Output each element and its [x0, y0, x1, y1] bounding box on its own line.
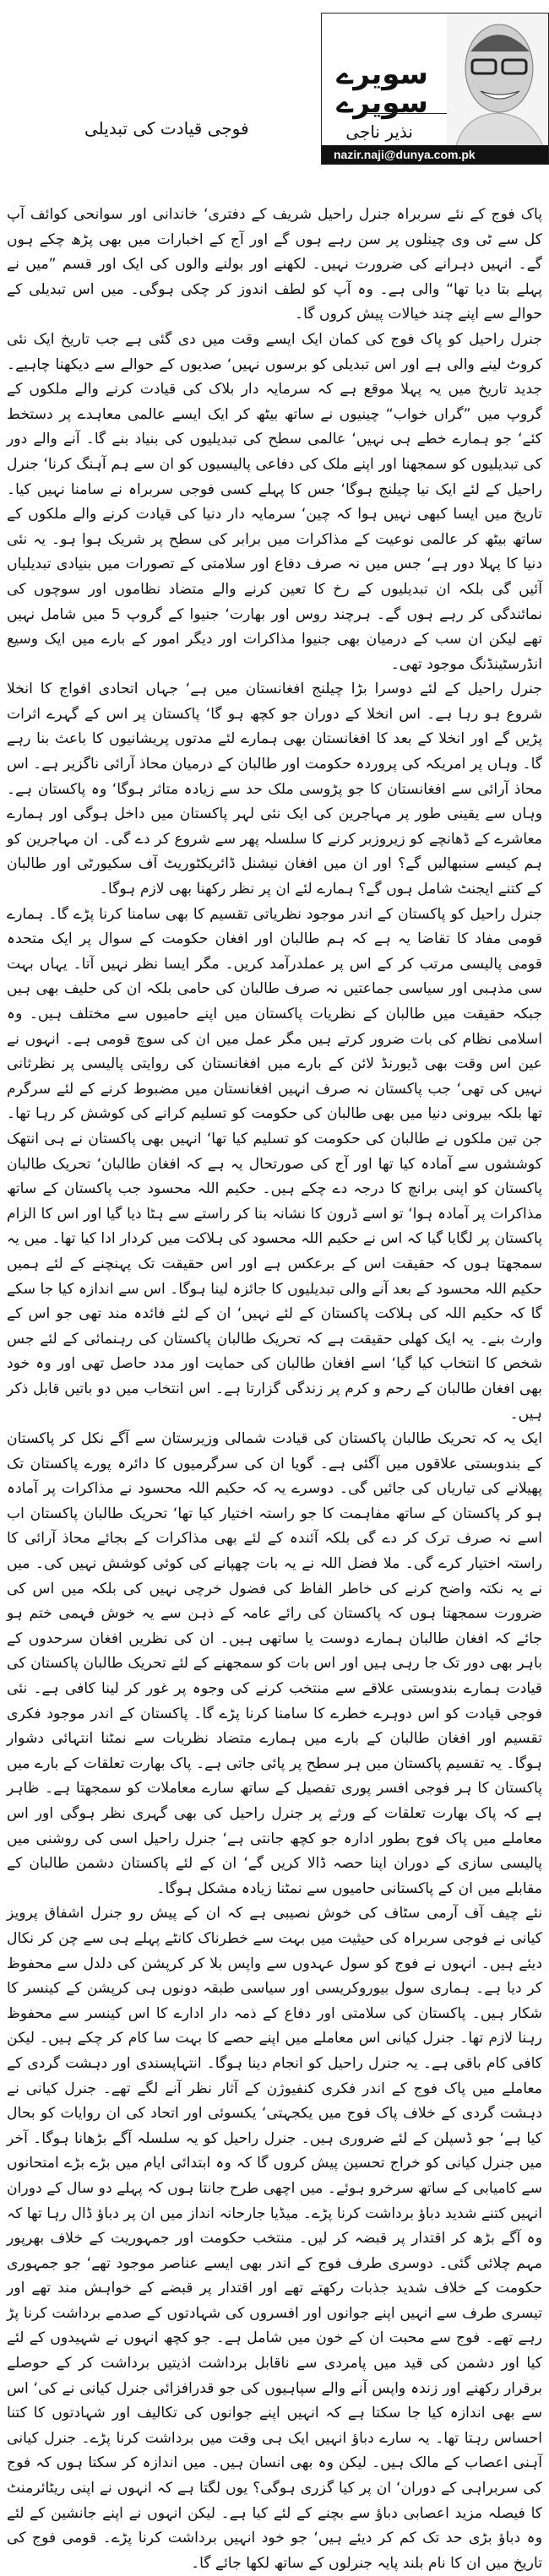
paragraph: پاک فوج کے نئے سربراہ جنرل راحیل شریف کے دفتری‘ خاندانی اور سوانحی کوائف آپ کل سے ٹی وی چینلوں پر سن رہے ہوں گے اور آج کے اخبارات میں بھی پڑھ چکے ہوں گے۔ انہیں دہرانے کی ضرورت نہیں۔ لکھنے اور بولنے والوں کی ایک اور قسم ”میں نے پہلے بتا دیا تھا“ والی ہے۔ وہ آپ کو لطف اندوز کر چکی ہوگی۔ میں اس تبدیلی کے حوالے سے اپنے چند خیالات پیش کروں گا۔: [7, 206, 542, 323]
columnist-banner: [321, 13, 549, 165]
paragraph: جنرل راحیل کو پاک فوج کی کمان ایک ایسے وقت میں دی گئی ہے جب تاریخ ایک نئی کروٹ لینے والی ہے اور اس تبدیلی کو برسوں نہیں‘ صدیوں کے حوالے سے دیکھنا چاہیے۔ جدید تاریخ میں یہ پہلا موقع ہے کہ سرمایہ دار بلاک کی قیادت کرنے والے ملکوں کے گروپ میں ”گراں خواب“ چینیوں نے ساتھ بیٹھ کر ایک ایسے عالمی معاہدے پر دستخط کئے‘ جو ہمارے خطے ہی نہیں‘ عالمی سطح کی تبدیلیوں کی بنیاد بنے گا۔ آنے والے دور کی تبدیلیوں کو سمجھنا اور اپنے ملک کی دفاعی پالیسیوں کو ان سے ہم آہنگ کرنا‘ جنرل راحیل کے لئے ایک نیا چیلنج ہوگا‘ جس کا پہلے کسی فوجی سربراہ نے سامنا نہیں کیا۔ تاریخ میں ایسا کبھی نہیں ہوا کہ چین‘ سرمایہ دار دنیا کی قیادت کرنے والے ملکوں کے ساتھ بیٹھ کر عالمی نوعیت کے مذاکرات میں برابر کی سطح پر شریک ہوا ہو۔ یہ نئی دنیا کا پہلا دور ہے‘ جس میں نہ صرف دفاع اور سلامتی کے تصورات میں بنیادی تبدیلیاں آئیں گی بلکہ ان تبدیلیوں کے رخ کا تعین کرنے والے متضاد نظاموں اور سوچوں کی نمائندگی کر رہے ہوں گے۔ ہرچند روس اور بھارت‘ جنیوا کے گروپ 5 میں شامل نہیں تھے لیکن ان سب کے درمیان بھی جنیوا مذاکرات اور دیگر امور کے بارے میں ایک وسیع انڈرسٹینڈنگ موجود تھی۔: [7, 330, 542, 673]
author-email[interactable]: nazir.naji@dunya.com.pk: [322, 145, 548, 164]
paragraph: ایک یہ کہ تحریک طالبان پاکستان کی قیادت شمالی وزیرستان سے آگے نکل کر پاکستان کے بندوبستی علاقوں میں آگئی ہے۔ گویا ان کی سرگرمیوں کا دائرہ پورے پاکستان تک پھیلانے کی تیاریاں کی جائیں گی۔ دوسرے یہ کہ حکیم اللہ محسود نے مذاکرات پر آمادہ ہو کر پاکستان کے ساتھ مفاہمت کا جو راستہ اختیار کیا تھا‘ تحریک طالبان پاکستان اب اسے نہ صرف ترک کر دے گی بلکہ آئندہ کے لئے بھی مذاکرات کے بجائے محاذ آرائی کا راستہ اختیار کرے گی۔ ملا فضل اللہ نے یہ بات چھپانے کی کوئی کوشش نہیں کی۔ میں نے یہ نکتہ واضح کرنے کی خاطر الفاظ کی فضول خرچی نہیں کی بلکہ میں اس کی ضرورت سمجھتا ہوں کہ پاکستان کی رائے عامہ کے ذہن سے یہ خوش فہمی ختم ہو جائے کہ افغان طالبان ہمارے دوست یا ساتھی ہیں۔ ان کی نظریں افغان سرحدوں کے باہر بھی دور تک جا رہی ہیں اور اس بات کو سمجھنے کے لئے تحریک طالبان پاکستان کی قیادت ہمارے بندوبستی علاقے سے منتخب کرنے کی وجوہ پر غور کر لینا کافی ہے۔ نئی فوجی قیادت کو اس دوہرے خطرے کا سامنا کرنا پڑے گا۔ پاکستان کے اندر موجود فکری تقسیم اور افغان طالبان کے بارے میں ہمارے متضاد نظریات سے نمٹنا انتہائی دشوار ہوگا۔ یہ تقسیم پاکستان میں ہر سطح پر پائی جاتی ہے۔ پاک بھارت تعلقات کے بارے میں پاکستان کا ہر فوجی افسر پوری تفصیل کے ساتھ سارے معاملات کو سمجھتا ہے۔ ظاہر ہے کہ پاک بھارت تعلقات کے ورثے پر جنرل راحیل کی بھی گہری نظر ہوگی اور اس معاملے میں پاک فوج بطور ادارہ جو کچھ جانتی ہے‘ جنرل راحیل اسی کی روشنی میں پالیسی سازی کے دوران اپنا حصہ ڈالا کریں گے‘ ان کے لئے پاکستان دشمن طالبان کے مقابلے میں ان کے پاکستانی حامیوں سے نمٹنا زیادہ مشکل ہوگا۔: [7, 1430, 542, 1897]
divider: [367, 113, 447, 114]
paragraph: جنرل راحیل کو پاکستان کے اندر موجود نظریاتی تقسیم کا بھی سامنا کرنا پڑے گا۔ ہمارے قومی مفاد کا تقاضا یہ ہے کہ ہم طالبان اور افغان حکومت کے سوال پر ایک متحدہ قومی پالیسی مرتب کر کے اس پر عملدرآمد کریں۔ مگر ایسا نظر نہیں آتا۔ یہاں بہت سی مذہبی اور سیاسی جماعتیں نہ صرف طالبان کی حامی بلکہ ان کی حلیف بھی ہیں جبکہ حقیقت میں طالبان کے نظریات پاکستان میں اپنے حامیوں سے مختلف ہیں۔ وہ اسلامی نظام کی بات ضرور کرتے ہیں مگر عمل میں ان کی سوچ قومی ہے۔ انہوں نے عین اس وقت بھی ڈیورنڈ لائن کے بارے میں افغانستان کی روایتی پالیسی پر نظرثانی نہیں کی تھی‘ جب پاکستان نہ صرف انہیں افغانستان میں مضبوط کرنے کے لئے سرگرم تھا بلکہ بیرونی دنیا میں بھی طالبان کی حکومت کو تسلیم کرانے کی کوشش کر رہا تھا۔ جن تین ملکوں نے طالبان کی حکومت کو تسلیم کیا تھا‘ انہیں بھی پاکستان نے ہی انتھک کوششوں سے آمادہ کیا تھا اور آج کی صورتحال یہ ہے کہ افغان طالبان‘ تحریک طالبان پاکستان کو اپنی برانچ کا درجہ دے چکے ہیں۔ حکیم اللہ محسود جب پاکستان کے ساتھ مذاکرات پر آمادہ ہوا‘ تو اسے ڈرون کا نشانہ بنا کر راستے سے ہٹا دیا گیا اور اس کا الزام پاکستان پر لگایا گیا کہ اس نے حکیم اللہ محسود کی ہلاکت میں کردار ادا کیا تھا۔ میں یہ سمجھتا ہوں کہ حقیقت اس کے برعکس ہے اور اس حقیقت تک پہنچنے کے لئے ہمیں حکیم اللہ محسود کے بعد آنے والی تبدیلیوں کا جائزہ لینا ہوگا۔ اس سے اندازہ کیا جا سکے گا کہ حکیم اللہ کی ہلاکت پاکستان کے لئے نہیں‘ ان کے لئے فائدہ مند تھی جو اس کے وارث بنے۔ یہ ایک کھلی حقیقت ہے کہ تحریک طالبان پاکستان کی رہنمائی کے لئے جس شخص کا انتخاب کیا گیا‘ اسے افغان طالبان کی حمایت اور مدد حاصل تھی اور وہ خود بھی افغان طالبان کے رحم و کرم پر زندگی گزارتا ہے۔ اس انتخاب میں دو باتیں قابل ذکر ہیں۔: [7, 905, 542, 1423]
paragraph: جنرل راحیل کے لئے دوسرا بڑا چیلنج افغانستان میں ہے‘ جہاں اتحادی افواج کا انخلا شروع ہو رہا ہے۔ اس انخلا کے دوران جو کچھ ہو گا‘ پاکستان پر اس کے گہرے اثرات پڑیں گے اور انخلا کے بعد کا افغانستان بھی ہمارے لئے مدتوں پریشانیوں کا باعث بنا رہے گا۔ وہاں پر امریکہ کی پروردہ حکومت اور طالبان کے درمیان محاذ آرائی ناگزیر ہے۔ اس محاذ آرائی سے افغانستان کا جو پڑوسی ملک حد سے زیادہ متاثر ہوگا‘ وہ پاکستان ہے۔ وہاں سے یقینی طور پر مہاجرین کی ایک نئی لہر پاکستان میں داخل ہوگی اور ہمارے معاشرے کے ڈھانچے کو زیروزبر کرنے کا سلسلہ پھر سے شروع کر دے گی۔ ان مہاجرین کو ہم کیسے سنبھالیں گے؟ اور ان میں افغان نیشنل ڈائریکٹوریٹ آف سکیورٹی اور طالبان کے کتنے ایجنٹ شامل ہوں گے؟ ہمارے لئے ان پر نظر رکھنا بھی لازم ہوگا۔: [7, 681, 542, 898]
columnist-photo: [447, 14, 548, 149]
column-header: [0, 0, 549, 207]
column-logo: سویرے سویرے: [336, 57, 428, 120]
article-body: [7, 203, 542, 2576]
author-name: نذیر ناجی: [345, 122, 413, 142]
paragraph: نئے چیف آف آرمی سٹاف کی خوش نصیبی ہے کہ ان کے پیش رو جنرل اشفاق پرویز کیانی نے فوجی سربراہ کی حیثیت میں بہت سے خطرناک کانٹے پہلے ہی سے چن کر نکال دیئے ہیں۔ انہوں نے فوج کو سول عہدوں سے واپس بلا کر کرپشن کی دلدل سے محفوظ کر دیا ہے۔ ہماری سول بیوروکریسی اور سیاسی طبقہ دونوں ہی کرپشن کے کینسر کا شکار ہیں۔ پاکستان کی سلامتی اور دفاع کے ذمہ دار ادارے کا اس کینسر سے محفوظ رہنا لازم تھا۔ جنرل کیانی اس معاملے میں اپنے حصے کا بہت سا کام کر چکے ہیں۔ لیکن کافی کام باقی ہے۔ یہ جنرل راحیل کو انجام دینا ہوگا۔ انتہاپسندی اور دہشت گردی کے معاملے میں پاک فوج کے اندر فکری کنفیوژن کے آثار نظر آنے لگے تھے۔ جنرل کیانی نے دہشت گردی کے خلاف پاک فوج میں یکجہتی‘ یکسوئی اور اتحاد کی ان روایات کو بحال کیا ہے‘ جو ڈسپلن کے لئے ضروری ہیں۔ جنرل راحیل کو یہ سلسلہ آگے بڑھانا ہوگا۔ آخر میں جنرل کیانی کو خراج تحسین پیش کروں گا کہ وہ ابتدائی ایام میں بڑے بڑے امتحانوں سے کامیابی کے ساتھ سرخرو ہوئے۔ میں اچھی طرح جانتا ہوں کہ پہلے دو سال کے دوران انہیں کتنے شدید دباؤ برداشت کرنا پڑے۔ میڈیا جارحانہ انداز میں ان پر دباؤ ڈال رہا تھا کہ وہ آگے بڑھ کر اقتدار پر قبضہ کر لیں۔ منتخب حکومت اور جمہوریت کے خلاف بھرپور مہم چلائی گئی۔ دوسری طرف فوج کے اندر بھی ایسے عناصر موجود تھے‘ جو جمہوری حکومت کے خلاف شدید جذبات رکھتے تھے اور اقتدار پر قبضے کے خواہش مند تھے اور تیسری طرف سے انہیں اپنے جوانوں اور افسروں کی شہادتوں کے صدمے برداشت کرنا پڑ رہے تھے۔ فوج سے محبت ان کے خون میں شامل ہے۔ جو کچھ انہوں نے شہیدوں کے لئے کیا اور دشمن کی قید میں پامردی سے ناقابل برداشت اذیتیں برداشت کر کے حوصلے برقرار رکھنے اور زندہ واپس آنے والے سپاہیوں کی جو قدرافزائی جنرل کیانی نے کی‘ اس سے بھی اندازہ کیا جا سکتا ہے کہ انہیں اپنے جوانوں کی تکالیف اور شہادتوں کا کتنا احساس رہتا تھا۔ یہ سارے دباؤ انہیں ایک ہی وقت میں برداشت کرنا پڑے۔ جنرل کیانی آہنی اعصاب کے مالک ہیں۔ لیکن وہ بھی انسان ہیں۔ میں اندازہ کر سکتا ہوں کہ فوج کی سربراہی کے دوران‘ ان پر کیا گزری ہوگی؟ یوں لگتا ہے کہ انہوں نے اپنی ریٹائرمنٹ کا فیصلہ مزید اعصابی دباؤ سے بچنے کے لئے کیا ہے۔ لیکن انہوں نے اپنے جانشین کے لئے وہ دباؤ بڑی حد تک کم کر دیئے ہیں‘ جو خود انہیں برداشت کرنا پڑے۔ قومی فوج کی تاریخ میں ان کا نام بلند پایہ جنرلوں کے ساتھ لکھا جائے گا۔: [7, 1905, 542, 2572]
article-title: فوجی قیادت کی تبدیلی: [84, 118, 249, 138]
